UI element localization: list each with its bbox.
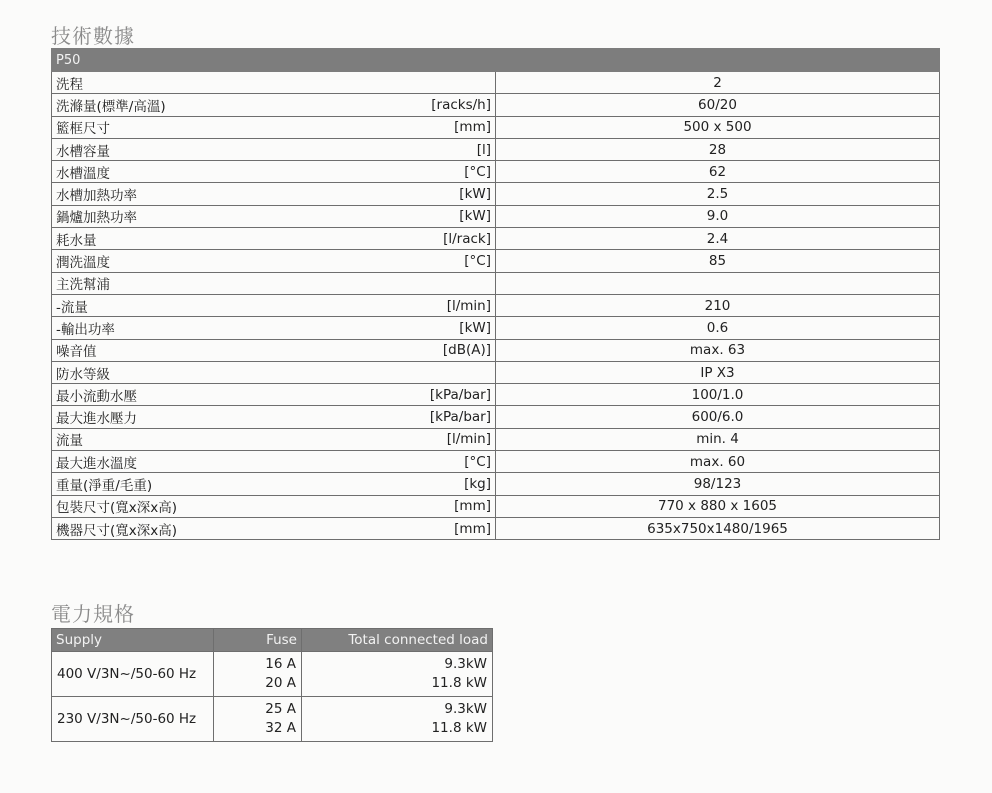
spec-label: 水槽加熱功率 bbox=[52, 183, 332, 205]
spec-value: max. 63 bbox=[496, 339, 940, 361]
spec-value: max. 60 bbox=[496, 451, 940, 473]
spec-label: 包裝尺寸(寬x深x高) bbox=[52, 495, 332, 517]
spec-row bbox=[52, 473, 940, 495]
spec-unit bbox=[332, 361, 496, 383]
power-fuse: 32 A bbox=[265, 720, 296, 736]
header-fuse: Fuse bbox=[214, 629, 302, 652]
spec-unit: [mm] bbox=[332, 495, 496, 517]
spec-unit: [kW] bbox=[332, 317, 496, 339]
spec-row bbox=[52, 517, 940, 539]
spec-unit: [°C] bbox=[332, 250, 496, 272]
spec-label: 最大進水壓力 bbox=[52, 406, 332, 428]
spec-row bbox=[52, 72, 940, 94]
spec-unit: [kPa/bar] bbox=[332, 406, 496, 428]
spec-value: 60/20 bbox=[496, 94, 940, 116]
spec-row bbox=[52, 428, 940, 450]
spec-row bbox=[52, 183, 940, 205]
spec-row bbox=[52, 451, 940, 473]
power-row bbox=[52, 652, 493, 697]
spec-row bbox=[52, 138, 940, 160]
spec-unit bbox=[332, 272, 496, 294]
power-load-cell bbox=[302, 652, 493, 697]
power-load: 11.8 kW bbox=[431, 720, 487, 736]
spec-value: 600/6.0 bbox=[496, 406, 940, 428]
spec-label: 主洗幫浦 bbox=[52, 272, 332, 294]
power-row bbox=[52, 697, 493, 742]
spec-unit: [kg] bbox=[332, 473, 496, 495]
spec-row bbox=[52, 228, 940, 250]
spec-label: 最小流動水壓 bbox=[52, 384, 332, 406]
spec-label: 噪音值 bbox=[52, 339, 332, 361]
spec-label: -流量 bbox=[52, 294, 332, 316]
power-spec-title: 電力規格 bbox=[51, 602, 135, 626]
spec-label: 鍋爐加熱功率 bbox=[52, 205, 332, 227]
spec-unit: [kW] bbox=[332, 183, 496, 205]
spec-label: 重量(淨重/毛重) bbox=[52, 473, 332, 495]
spec-unit bbox=[332, 72, 496, 94]
spec-row bbox=[52, 406, 940, 428]
spec-unit: [kPa/bar] bbox=[332, 384, 496, 406]
spec-row bbox=[52, 495, 940, 517]
spec-value bbox=[496, 272, 940, 294]
power-supply: 400 V/3N~/50-60 Hz bbox=[52, 652, 214, 697]
spec-unit: [mm] bbox=[332, 517, 496, 539]
spec-unit: [l/min] bbox=[332, 428, 496, 450]
spec-row bbox=[52, 116, 940, 138]
spec-unit: [°C] bbox=[332, 161, 496, 183]
power-load: 9.3kW bbox=[444, 656, 487, 672]
spec-label: 水槽溫度 bbox=[52, 161, 332, 183]
power-table bbox=[51, 628, 493, 742]
spec-header-row bbox=[52, 49, 940, 72]
power-load: 9.3kW bbox=[444, 701, 487, 717]
spec-label: 機器尺寸(寬x深x高) bbox=[52, 517, 332, 539]
spec-value: 100/1.0 bbox=[496, 384, 940, 406]
spec-value: 500 x 500 bbox=[496, 116, 940, 138]
spec-row bbox=[52, 339, 940, 361]
model-name: P50 bbox=[52, 49, 940, 72]
spec-row bbox=[52, 361, 940, 383]
spec-row bbox=[52, 161, 940, 183]
spec-value: 2.4 bbox=[496, 228, 940, 250]
spec-value: 770 x 880 x 1605 bbox=[496, 495, 940, 517]
spec-label: 水槽容量 bbox=[52, 138, 332, 160]
power-fuse: 16 A bbox=[265, 656, 296, 672]
spec-value: min. 4 bbox=[496, 428, 940, 450]
spec-unit: [°C] bbox=[332, 451, 496, 473]
header-supply: Supply bbox=[52, 629, 214, 652]
spec-label: 防水等級 bbox=[52, 361, 332, 383]
spec-label: 洗程 bbox=[52, 72, 332, 94]
spec-row bbox=[52, 250, 940, 272]
power-header-row bbox=[52, 629, 493, 652]
spec-value: 62 bbox=[496, 161, 940, 183]
spec-unit: [l] bbox=[332, 138, 496, 160]
spec-row bbox=[52, 317, 940, 339]
spec-table bbox=[51, 48, 940, 540]
spec-value: 2 bbox=[496, 72, 940, 94]
spec-value: 98/123 bbox=[496, 473, 940, 495]
power-load: 11.8 kW bbox=[431, 675, 487, 691]
spec-unit: [l/rack] bbox=[332, 228, 496, 250]
power-fuse: 20 A bbox=[265, 675, 296, 691]
power-supply: 230 V/3N~/50-60 Hz bbox=[52, 697, 214, 742]
spec-label: 最大進水溫度 bbox=[52, 451, 332, 473]
spec-value: 28 bbox=[496, 138, 940, 160]
spec-unit: [kW] bbox=[332, 205, 496, 227]
spec-unit: [mm] bbox=[332, 116, 496, 138]
spec-label: 籃框尺寸 bbox=[52, 116, 332, 138]
power-load-cell bbox=[302, 697, 493, 742]
spec-row bbox=[52, 205, 940, 227]
spec-row bbox=[52, 272, 940, 294]
spec-label: 潤洗溫度 bbox=[52, 250, 332, 272]
power-fuse-cell bbox=[214, 652, 302, 697]
spec-row bbox=[52, 94, 940, 116]
spec-value: 85 bbox=[496, 250, 940, 272]
spec-row bbox=[52, 294, 940, 316]
spec-value: 635x750x1480/1965 bbox=[496, 517, 940, 539]
spec-value: 0.6 bbox=[496, 317, 940, 339]
spec-row bbox=[52, 384, 940, 406]
header-load: Total connected load bbox=[302, 629, 493, 652]
spec-label: 耗水量 bbox=[52, 228, 332, 250]
spec-value: 2.5 bbox=[496, 183, 940, 205]
spec-value: 210 bbox=[496, 294, 940, 316]
spec-label: 流量 bbox=[52, 428, 332, 450]
spec-unit: [dB(A)] bbox=[332, 339, 496, 361]
spec-unit: [l/min] bbox=[332, 294, 496, 316]
spec-label: 洗滌量(標準/高溫) bbox=[52, 94, 332, 116]
spec-value: 9.0 bbox=[496, 205, 940, 227]
power-fuse-cell bbox=[214, 697, 302, 742]
spec-value: IP X3 bbox=[496, 361, 940, 383]
power-fuse: 25 A bbox=[265, 701, 296, 717]
spec-label: -輸出功率 bbox=[52, 317, 332, 339]
spec-unit: [racks/h] bbox=[332, 94, 496, 116]
tech-data-title: 技術數據 bbox=[51, 24, 135, 48]
